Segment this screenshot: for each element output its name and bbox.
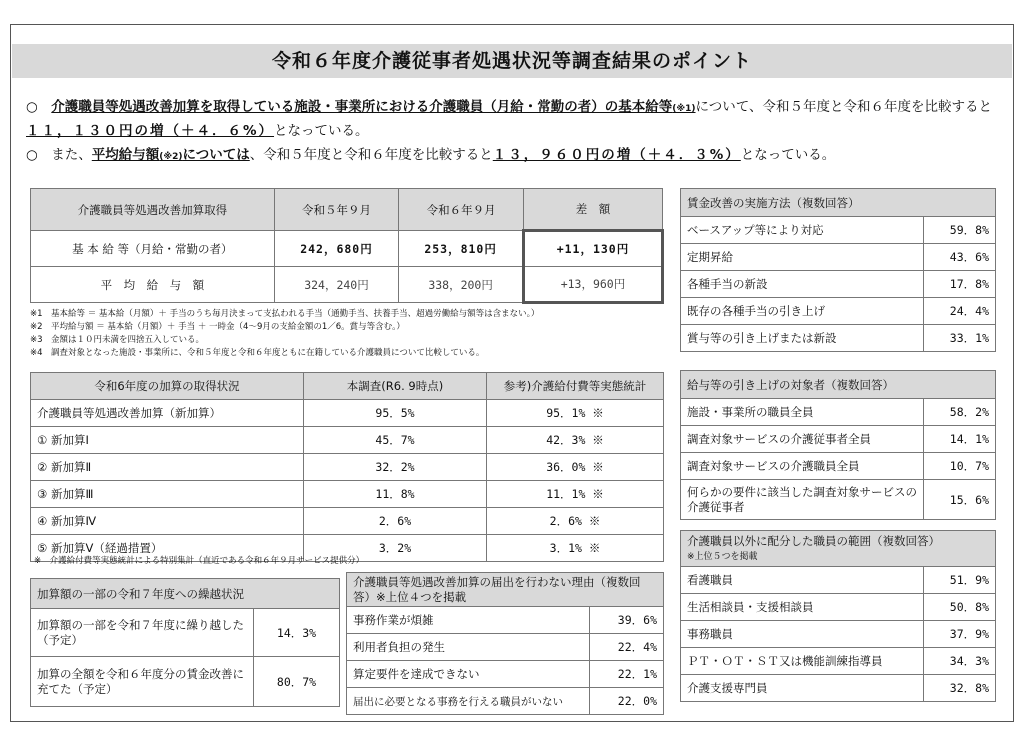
cell-value: 2．6% bbox=[304, 508, 487, 535]
cell-value: 32．8% bbox=[924, 675, 996, 702]
cell-label: 施設・事業所の職員全員 bbox=[681, 399, 924, 426]
cell-label: 算定要件を達成できない bbox=[347, 661, 590, 688]
wage-diff-cell: +13，960円 bbox=[523, 267, 662, 303]
wage-cell: 338，200円 bbox=[399, 267, 524, 303]
reason-header: 介護職員等処遇改善加算の届出を行わない理由（複数回答）※上位４つを掲載 bbox=[347, 573, 664, 607]
cell-label: ① 新加算Ⅰ bbox=[31, 427, 304, 454]
point-2-subject: 平均給与額 bbox=[91, 147, 160, 163]
table-row bbox=[31, 454, 664, 481]
acquisition-table bbox=[30, 372, 664, 562]
cell-value: 24．4% bbox=[924, 298, 996, 325]
carryover-header: 加算額の一部の令和７年度への繰越状況 bbox=[31, 579, 340, 609]
cell-value: 42．3% ※ bbox=[487, 427, 664, 454]
cell-label: 定期昇給 bbox=[681, 244, 924, 271]
cell-value: 32．2% bbox=[304, 454, 487, 481]
cell-value: 14．3% bbox=[254, 609, 340, 657]
cell-value: 15．6% bbox=[924, 480, 996, 520]
wage-cell: 242，680円 bbox=[274, 231, 399, 267]
cell-label: 加算の全額を令和６年度分の賃金改善に充てた（予定） bbox=[31, 657, 254, 707]
cell-label: 介護支援専門員 bbox=[681, 675, 924, 702]
point-2-start: また、 bbox=[51, 147, 92, 163]
table-row bbox=[347, 688, 664, 715]
cell-label: 加算額の一部を令和７年度に繰り越した（予定） bbox=[31, 609, 254, 657]
table-row bbox=[31, 481, 664, 508]
range-table bbox=[680, 530, 996, 702]
target-header: 給与等の引き上げの対象者（複数回答） bbox=[681, 371, 996, 399]
cell-label: ④ 新加算Ⅳ bbox=[31, 508, 304, 535]
cell-value: 50．8% bbox=[924, 594, 996, 621]
table-row bbox=[681, 325, 996, 352]
point-1-subject: 介護職員等処遇改善加算を取得している施設・事業所における介護職員（月給・常勤の者）の基本給等 bbox=[51, 99, 673, 115]
bullet-marker: ○ bbox=[26, 99, 38, 115]
cell-value: 11．8% bbox=[304, 481, 487, 508]
target-table bbox=[680, 370, 996, 520]
cell-label: 賞与等の引き上げまたは新設 bbox=[681, 325, 924, 352]
cell-label: 各種手当の新設 bbox=[681, 271, 924, 298]
cell-label: ベースアップ等により対応 bbox=[681, 217, 924, 244]
point-1-end: となっている。 bbox=[274, 123, 369, 139]
table-row bbox=[681, 271, 996, 298]
cell-value: 11．1% ※ bbox=[487, 481, 664, 508]
wage-header: 介護職員等処遇改善加算取得 bbox=[31, 189, 275, 231]
point-2-text: 、令和５年度と令和６年度を比較すると bbox=[249, 147, 493, 163]
cell-value: 59．8% bbox=[924, 217, 996, 244]
wage-row-label: 基 本 給 等（月給・常勤の者） bbox=[31, 231, 275, 267]
table-row bbox=[681, 621, 996, 648]
wage-cell: 324，240円 bbox=[274, 267, 399, 303]
wage-row-label: 平 均 給 与 額 bbox=[31, 267, 275, 303]
cell-label: 看護職員 bbox=[681, 567, 924, 594]
cell-label: 事務作業が煩雑 bbox=[347, 607, 590, 634]
page-title: 令和６年度介護従事者処遇状況等調査結果のポイント bbox=[12, 44, 1012, 78]
footnote: ※3 金額は１０円未満を四捨五入している。 bbox=[30, 335, 205, 345]
cell-value: 95．5% bbox=[304, 400, 487, 427]
point-2 bbox=[26, 144, 1006, 168]
footnote: ※1 基本給等 ＝ 基本給（月額）＋ 手当のうち毎月決まって支払われる手当（通勤手当、扶養手当、超過労働給与額等は含まない。） bbox=[30, 309, 540, 319]
table-row bbox=[681, 453, 996, 480]
cell-label: 既存の各種手当の引き上げ bbox=[681, 298, 924, 325]
cell-value: 58．2% bbox=[924, 399, 996, 426]
table-row bbox=[681, 244, 996, 271]
cell-label: 調査対象サービスの介護職員全員 bbox=[681, 453, 924, 480]
cell-label: 利用者負担の発生 bbox=[347, 634, 590, 661]
carryover-table bbox=[30, 578, 340, 707]
footnote: ※4 調査対象となった施設・事業所に、令和５年度と令和６年度ともに在籍している介護職員について比較している。 bbox=[30, 348, 485, 358]
table-row bbox=[347, 607, 664, 634]
point-1-value: １１，１３０円の増（＋４．６%） bbox=[26, 123, 275, 139]
cell-value: 51．9% bbox=[924, 567, 996, 594]
table-row bbox=[31, 231, 663, 267]
footnote: ※2 平均給与額 ＝ 基本給（月額）＋ 手当 ＋ 一時金（4～9月の支給金額の1／6。賞与等含む。） bbox=[30, 322, 405, 332]
cell-value: 45．7% bbox=[304, 427, 487, 454]
wage-header: 差 額 bbox=[523, 189, 662, 231]
acquisition-footnote: ※ 介護給付費等実態統計による特別集計（直近である令和６年９月サービス提供分） bbox=[34, 556, 365, 566]
cell-value: 36．0% ※ bbox=[487, 454, 664, 481]
table-row bbox=[681, 594, 996, 621]
cell-label: 届出に必要となる事務を行える職員がいない bbox=[347, 688, 590, 715]
wage-header: 令和５年９月 bbox=[274, 189, 399, 231]
note-ref-2: (※2) bbox=[159, 152, 183, 162]
table-row bbox=[681, 217, 996, 244]
point-2-value: １３，９６０円の増（＋４．３%） bbox=[492, 147, 741, 163]
note-ref-1: (※1) bbox=[672, 104, 696, 114]
table-row bbox=[347, 661, 664, 688]
cell-value: 22．1% bbox=[590, 661, 664, 688]
table-row bbox=[31, 508, 664, 535]
range-header-title: 介護職員以外に配分した職員の範囲（複数回答） bbox=[687, 533, 940, 548]
cell-label: ② 新加算Ⅱ bbox=[31, 454, 304, 481]
table-row bbox=[681, 675, 996, 702]
wage-header: 令和６年９月 bbox=[399, 189, 524, 231]
table-row bbox=[681, 648, 996, 675]
point-1 bbox=[26, 96, 1006, 142]
table-row bbox=[31, 657, 340, 707]
key-points bbox=[26, 96, 1006, 168]
table-row bbox=[681, 480, 996, 520]
cell-label: ⑤ 新加算Ⅴ（経過措置） bbox=[31, 535, 304, 562]
cell-label: 調査対象サービスの介護従事者全員 bbox=[681, 426, 924, 453]
range-header-sub: ※上位５つを掲載 bbox=[687, 551, 758, 562]
acquisition-header: 令和6年度の加算の取得状況 bbox=[31, 373, 304, 400]
cell-label: 事務職員 bbox=[681, 621, 924, 648]
point-1-text: について、令和５年度と令和６年度を比較すると bbox=[695, 99, 992, 115]
cell-label: 介護職員等処遇改善加算（新加算） bbox=[31, 400, 304, 427]
table-row bbox=[681, 426, 996, 453]
cell-value: 2．6% ※ bbox=[487, 508, 664, 535]
table-row bbox=[31, 267, 663, 303]
reason-table bbox=[346, 572, 664, 715]
method-table bbox=[680, 188, 996, 352]
wage-cell: 253，810円 bbox=[399, 231, 524, 267]
cell-value: 14．1% bbox=[924, 426, 996, 453]
table-row bbox=[347, 634, 664, 661]
table-row bbox=[681, 399, 996, 426]
table-row bbox=[31, 609, 340, 657]
table-row bbox=[31, 400, 664, 427]
point-2-subject-suffix: については bbox=[182, 147, 250, 163]
acquisition-header: 参考)介護給付費等実態統計 bbox=[487, 373, 664, 400]
cell-value: 17．8% bbox=[924, 271, 996, 298]
cell-value: 43．6% bbox=[924, 244, 996, 271]
cell-value: 10．7% bbox=[924, 453, 996, 480]
cell-label: ③ 新加算Ⅲ bbox=[31, 481, 304, 508]
cell-value: 95．1% ※ bbox=[487, 400, 664, 427]
table-row bbox=[681, 567, 996, 594]
cell-value: 3．1% ※ bbox=[487, 535, 664, 562]
acquisition-header: 本調査(R6. 9時点) bbox=[304, 373, 487, 400]
cell-label: 何らかの要件に該当した調査対象サービスの介護従事者 bbox=[681, 480, 924, 520]
cell-value: 33．1% bbox=[924, 325, 996, 352]
cell-label: 生活相談員・支援相談員 bbox=[681, 594, 924, 621]
cell-value: 3．2% bbox=[304, 535, 487, 562]
cell-value: 22．0% bbox=[590, 688, 664, 715]
bullet-marker: ○ bbox=[26, 147, 38, 163]
cell-value: 34．3% bbox=[924, 648, 996, 675]
method-header: 賃金改善の実施方法（複数回答） bbox=[681, 189, 996, 217]
point-2-end: となっている。 bbox=[740, 147, 836, 163]
wage-table bbox=[30, 188, 664, 304]
range-header bbox=[681, 531, 996, 567]
cell-value: 22．4% bbox=[590, 634, 664, 661]
cell-value: 37．9% bbox=[924, 621, 996, 648]
cell-label: ＰＴ・ＯＴ・ＳＴ又は機能訓練指導員 bbox=[681, 648, 924, 675]
cell-value: 80．7% bbox=[254, 657, 340, 707]
table-row bbox=[681, 298, 996, 325]
cell-value: 39．6% bbox=[590, 607, 664, 634]
table-row bbox=[31, 427, 664, 454]
wage-diff-cell: +11，130円 bbox=[523, 231, 662, 267]
footnotes bbox=[30, 308, 680, 360]
